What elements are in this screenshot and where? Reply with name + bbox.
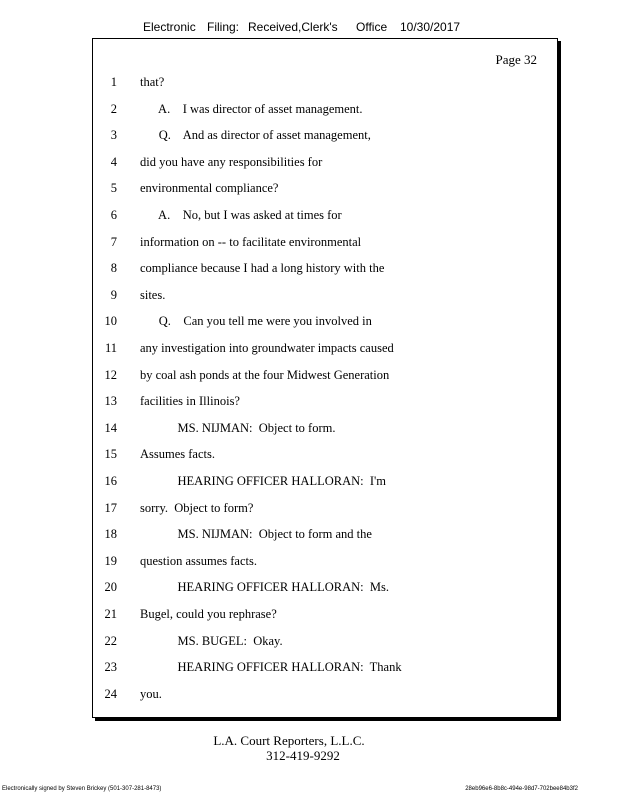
transcript-line [93,473,559,499]
line-text: HEARING OFFICER HALLORAN: I'm [140,474,387,488]
line-number: 6 [110,208,117,222]
line-text: HEARING OFFICER HALLORAN: Thank [140,660,402,675]
line-number: 24 [104,686,117,701]
line-text: HEARING OFFICER HALLORAN: Ms. [140,580,389,595]
line-number: 22 [104,633,117,648]
e-signature: Electronically signed by Steven Brickey (501-307-281-8473) [2,786,162,792]
line-text: sites. [140,287,166,302]
line-text: that? [140,75,165,89]
line-number: 2 [110,101,117,116]
line-text: MS. BUGEL: Okay. [140,633,283,648]
line-number: 12 [104,367,117,382]
line-number: 19 [104,553,117,568]
line-text: any investigation into groundwater impacts caused [140,341,394,355]
filing-header [0,20,618,38]
header-received-clerks: Received,Clerk's [248,20,338,34]
line-number: 14 [104,420,117,435]
transcript-line [93,180,559,206]
transcript-line [93,340,559,366]
line-text: Assumes facts. [140,447,215,462]
transcript-line [93,127,559,153]
line-number: 4 [110,154,117,169]
header-electronic: Electronic [143,20,196,34]
transcript-page [92,38,558,718]
line-text: facilities in Illinois? [140,394,240,409]
line-text: Q. Can you tell me were you involved in [140,314,372,329]
transcript-line [93,234,559,260]
transcript-line [93,260,559,286]
line-text: environmental compliance? [140,181,279,196]
line-number: 11 [104,341,117,355]
line-number: 23 [104,660,117,675]
transcript-line [93,446,559,472]
transcript-line [93,659,559,685]
line-text: MS. NIJMAN: Object to form. [140,420,336,435]
line-text: Q. And as director of asset management, [140,128,371,143]
line-text: by coal ash ponds at the four Midwest Generation [140,367,390,382]
header-filing: Filing: [207,20,240,34]
line-text: MS. NIJMAN: Object to form and the [140,527,372,542]
line-text: information on -- to facilitate environmental [140,234,362,249]
transcript-line [93,606,559,632]
transcript-line [93,579,559,605]
document-hash: 28eb96e6-8b8c-494e-98d7-702bee84b3f2 [465,786,578,792]
transcript-line [93,500,559,526]
line-number: 3 [110,128,117,143]
line-number: 9 [110,287,117,302]
transcript-line [93,553,559,579]
page-number: Page 32 [495,52,537,67]
transcript-line [93,420,559,446]
line-text: did you have any responsibilities for [140,154,323,169]
transcript-line [93,367,559,393]
transcript-line [93,633,559,659]
line-number: 15 [104,447,117,462]
transcript-line [93,154,559,180]
transcript-line [93,287,559,313]
line-text: sorry. Object to form? [140,500,254,515]
transcript-line [93,393,559,419]
line-text: A. I was director of asset management. [140,101,363,116]
line-number: 10 [104,314,117,329]
line-text: compliance because I had a long history with the [140,261,385,276]
line-number: 7 [110,234,117,249]
transcript-line [93,207,559,233]
line-text: you. [140,686,162,701]
transcript-line [93,74,559,100]
line-number: 5 [110,181,117,196]
reporter-company: L.A. Court Reporters, L.L.C. [213,733,365,748]
header-date: 10/30/2017 [400,20,461,34]
line-number: 1 [110,75,117,89]
reporter-phone: 312-419-9292 [266,748,340,763]
line-number: 18 [104,527,117,542]
line-text: question assumes facts. [140,553,257,568]
transcript-line [93,101,559,127]
header-office: Office [356,20,388,34]
line-number: 20 [104,580,117,595]
transcript-line [93,313,559,339]
transcript-line [93,526,559,552]
line-number: 13 [104,394,117,409]
line-text: Bugel, could you rephrase? [140,607,277,621]
transcript-line [93,686,559,712]
line-number: 16 [104,474,117,488]
line-number: 17 [104,500,117,515]
line-number: 21 [104,607,117,621]
line-text: A. No, but I was asked at times for [140,208,342,222]
line-number: 8 [110,261,117,276]
